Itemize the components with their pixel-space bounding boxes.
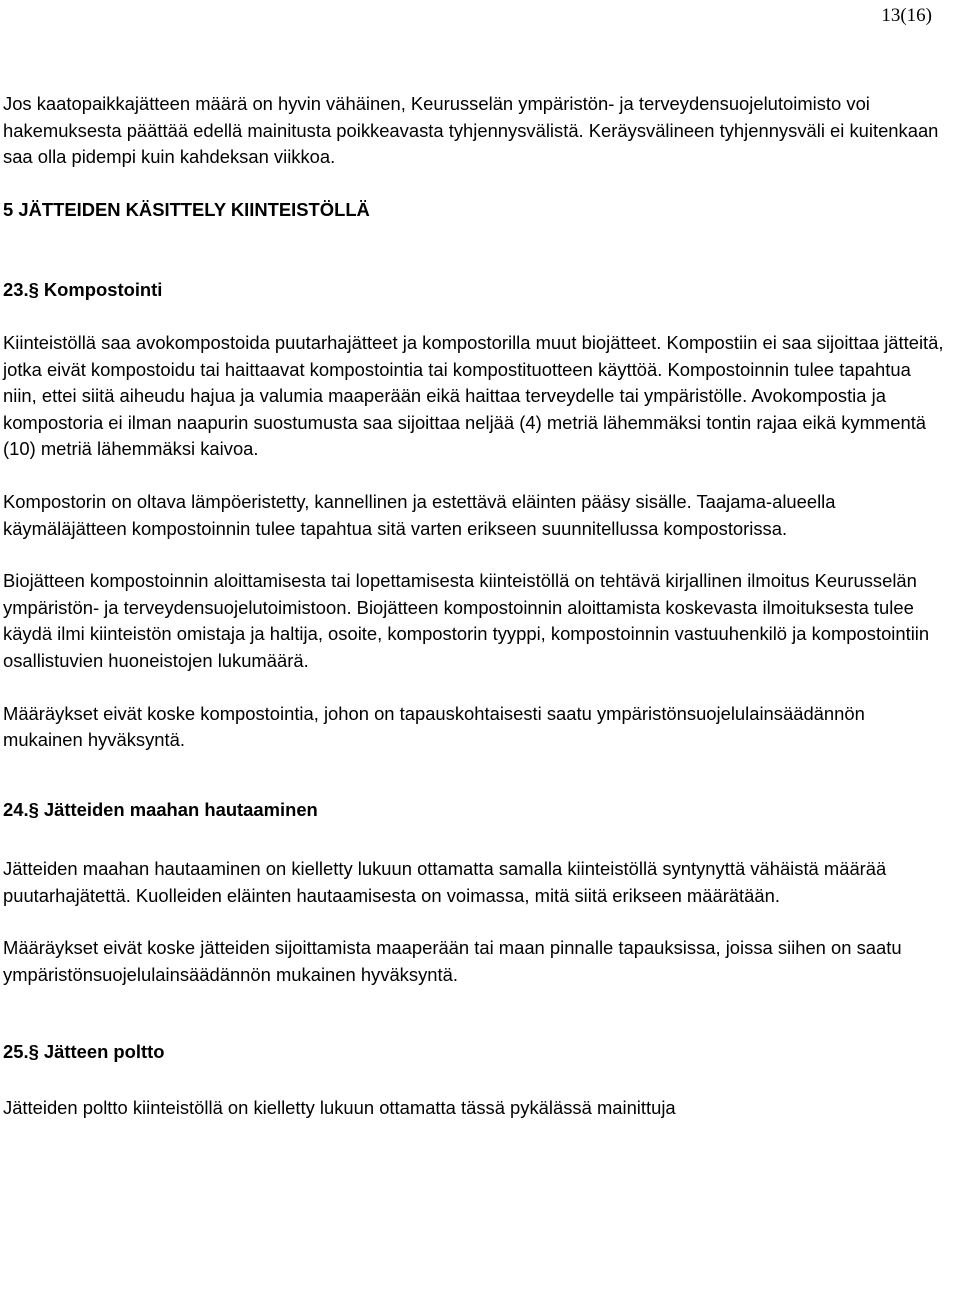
chapter-heading: 5 JÄTTEIDEN KÄSITTELY KIINTEISTÖLLÄ bbox=[3, 198, 370, 220]
section-heading-composting: 23.§ Kompostointi bbox=[3, 279, 163, 301]
paragraph-composter-requirements: Kompostorin on oltava lämpöeristetty, kannellinen ja estettävä eläinten pääsy sisälle. Taajama-alueella käymäläjätteen kompostoinnin tulee tapahtua sitä varten erikseen suunnitellussa kompostorissa. bbox=[3, 490, 836, 539]
paragraph-burial-exceptions: Määräykset eivät koske jätteiden sijoittamista maaperään tai maan pinnalle tapauksissa, joissa siihen on saatu ympäristönsuojelulainsäädännön mukainen hyväksyntä. bbox=[3, 937, 902, 986]
page-number: 13(16) bbox=[881, 5, 932, 26]
section-heading-burning: 25.§ Jätteen poltto bbox=[3, 1040, 165, 1062]
paragraph-composting-notification: Biojätteen kompostoinnin aloittamisesta tai lopettamisesta kiinteistöllä on tehtävä kirjallinen ilmoitus Keurusselän ympäristön- ja terveydensuojelutoimistoon. Biojätteen kompostoinnin aloittamista koskevasta ilmoituksesta tulee käydä ilmi kiinteistön omistaja ja haltija, osoite, kompostorin tyyppi, kompostoinnin vastuuhenkilö ja kompostointiin osallistuvien huoneistojen lukumäärä. bbox=[3, 570, 930, 671]
document-body bbox=[3, 91, 949, 1122]
paragraph-burial-rules: Jätteiden maahan hautaaminen on kielletty lukuun ottamatta samalla kiinteistöllä syntynyttä vähäistä määrää puutarhajätettä. Kuolleiden eläinten hautaamisesta on voimassa, mitä siitä erikseen määrätään. bbox=[3, 858, 887, 906]
section-heading-burial: 24.§ Jätteiden maahan hautaaminen bbox=[3, 798, 318, 820]
paragraph-composting-rules: Kiinteistöllä saa avokompostoida puutarhajätteet ja kompostorilla muut biojätteet. Kompostiin ei saa sijoittaa jätteitä, jotka eivät kompostoidu tai haittaavat kompostointia tai kompostituotteen käyttöä. Kompostoinnin tulee tapahtua niin, ettei siitä aiheudu hajua ja valumia maaperään eikä haittaa terveydelle tai ympäristölle. Avokompostia ja kompostoria ei ilman naapurin suostumusta saa sijoittaa neljää (4) metriä lähemmäksi tontin rajaa eikä kymmentä (10) metriä lähemmäksi kaivoa. bbox=[3, 331, 944, 460]
paragraph-composting-exceptions: Määräykset eivät koske kompostointia, johon on tapauskohtaisesti saatu ympäristönsuojelulainsäädännön mukainen hyväksyntä. bbox=[3, 702, 865, 751]
paragraph-burning-rules: Jätteiden poltto kiinteistöllä on kielletty lukuun ottamatta tässä pykälässä mainittuja bbox=[3, 1097, 676, 1119]
paragraph-emptying-interval: Jos kaatopaikkajätteen määrä on hyvin vähäinen, Keurusselän ympäristön- ja terveydensuojelutoimisto voi hakemuksesta päättää edellä mainitusta poikkeavasta tyhjennysvälistä. Keräysvälineen tyhjennysväli ei kuitenkaan saa olla pidempi kuin kahdeksan viikkoa. bbox=[3, 93, 939, 168]
